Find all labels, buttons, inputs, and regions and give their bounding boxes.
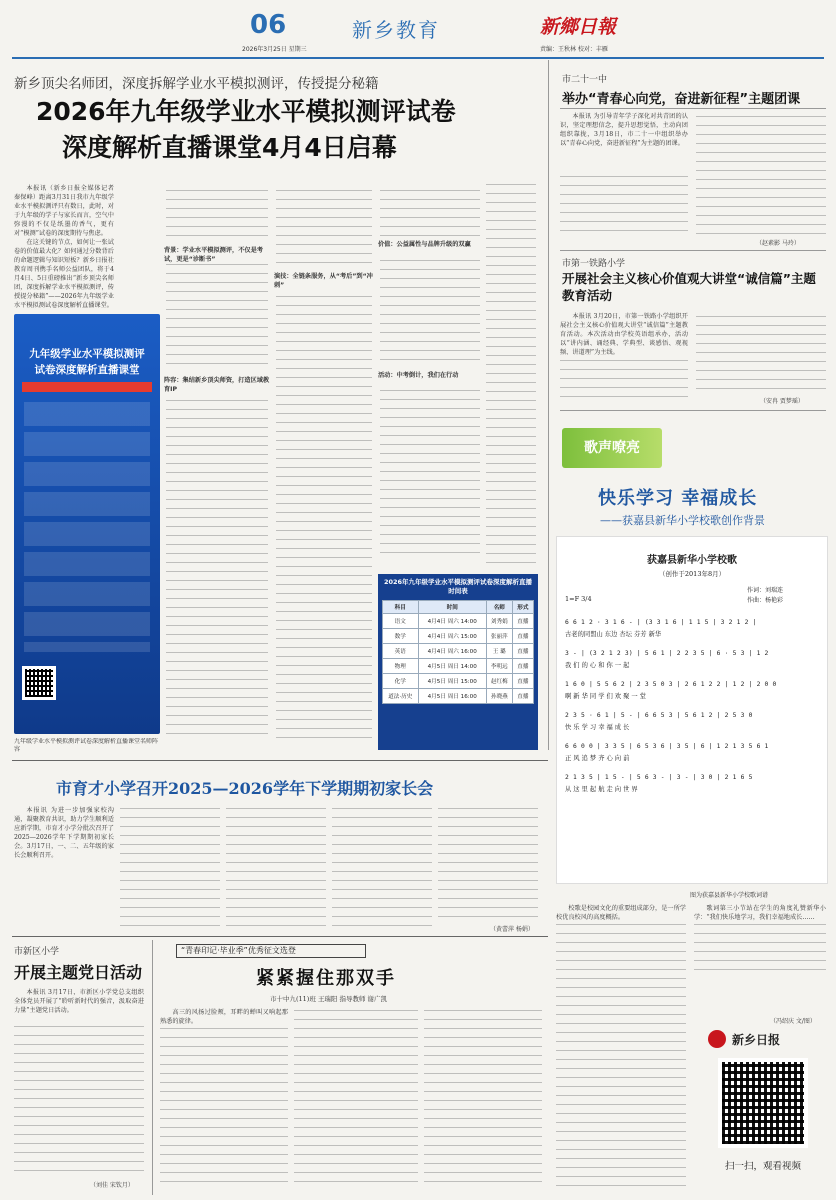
song-banner-text: 歌声嘹亮 xyxy=(584,440,640,456)
mid-news-body-text: 本报讯 为进一步加强家校沟通，凝聚教育共识，助力学生顺利适应新学期，市育才小学分批次召开了2025—2026学年下学期期初家长会。3月17日，一、二、五年级的家长会顺利召开。 xyxy=(14,807,114,859)
score-notes-line: 3 - | (3 2 1 2 3) | 5 6 1 | 2 2 3 5 | 6 · 5 3 | 1 2 xyxy=(565,650,769,657)
lead-subhead-1: 背景：学业水平模拟测评，不仅是考试，更是“诊断书” xyxy=(164,247,263,263)
poster-title-2: 试卷深度解析直播课堂 xyxy=(34,364,140,376)
score-notes-line: 2 3 5 · 6 1 | 5 - | 6 6 5 3 | 5 6 1 2 | 2 5 3 0 xyxy=(565,712,753,719)
poster-qr-icon xyxy=(22,666,56,700)
lead-column-4-text xyxy=(380,260,480,360)
table-cell: 数学 xyxy=(383,629,419,644)
mid-news-col5 xyxy=(438,808,538,922)
issue-date: 2026年3月25日 星期三 xyxy=(242,46,307,53)
table-cell: 孙晓燕 xyxy=(486,689,512,704)
table-cell: 直播 xyxy=(512,644,533,659)
tr-body-text-3 xyxy=(696,116,826,234)
table-cell: 直播 xyxy=(512,659,533,674)
mr-byline: （安冉 贾梦瑶） xyxy=(760,398,804,405)
masthead-rule xyxy=(12,57,824,59)
table-cell: 4月4日 周六 16:00 xyxy=(418,644,486,659)
score-lyrics-line: 我 们 的 心 和 你 一 起 xyxy=(565,662,630,669)
lead-subhead-3: 演技：全链条服务，从“考后”到“冲刺” xyxy=(274,273,373,289)
table-cell: 化学 xyxy=(383,674,419,689)
mid-news-top-rule xyxy=(12,760,548,761)
masthead xyxy=(242,6,802,54)
essay-col3 xyxy=(424,1010,542,1190)
lead-column-3-text xyxy=(276,296,372,740)
newspaper-logo: 新鄉日報 xyxy=(540,16,617,38)
score-notes-line: 2 1 3 5 | 1 5 - | 5 6 3 - | 3 - | 3 0 | 2 1 6 5 xyxy=(565,774,753,781)
mid-news-title: 市育才小学召开2025—2026学年下学期期初家长会 xyxy=(56,779,434,798)
table-cell: 直播 xyxy=(512,674,533,689)
score-notes-line: 1 6 0 | 5 5 6 2 | 2 3 5 0 3 | 2 6 1 2 2 | 1 2 | 2 0 0 xyxy=(565,681,777,688)
score-caption: 图为获嘉县新华小学校歌词谱 xyxy=(690,892,769,899)
score-lyricist: 作词：刘瑞连 xyxy=(747,587,784,594)
score-composer: 作曲：杨艳彩 xyxy=(747,597,784,604)
bl-rule xyxy=(152,940,153,1195)
essay-col2 xyxy=(294,1010,418,1190)
table-cell: 赵红梅 xyxy=(486,674,512,689)
bl-body-text: 本报讯 3月17日，市新区小学党总支组织全体党员开展了“聆听新时代的强音，汲取奋进力量”主题党日活动。 xyxy=(14,989,144,1014)
schedule-table-title: 2026年九年级学业水平模拟测评试卷深度解析直播时间表 xyxy=(383,578,533,595)
qr-code-icon[interactable] xyxy=(718,1058,808,1148)
lead-title-line2: 深度解析直播课堂4月4日启幕 xyxy=(62,133,397,162)
editors-line: 责编：王秋林 校对：丰雁 xyxy=(540,46,608,53)
lead-column-2-text xyxy=(166,400,268,740)
section-name: 新乡教育 xyxy=(352,18,440,42)
lead-paragraph-2: 在这关键的节点，如何让一张试卷的价值最大化？如何通过分数背后的命题逻辑与知识短板？新乡日报社教育周刊携手名师公益团队，将于4月4日、5日重磅推出“新乡顶尖名师团，深度拆解学业水平模拟测评，传授提分秘籍”——2026年九年级学业水平模拟测试卷深度解析直播课堂。 xyxy=(14,239,114,309)
mid-news-col2 xyxy=(120,808,220,930)
table-header-cell: 科目 xyxy=(383,601,419,614)
table-cell: 物理 xyxy=(383,659,419,674)
table-header-cell: 形式 xyxy=(512,601,533,614)
score-year: （创作于2013年8月） xyxy=(658,570,726,578)
bl-title: 开展主题党日活动 xyxy=(14,963,143,982)
score-key: 1=F 3/4 xyxy=(565,595,592,603)
lead-paragraph-1: 本报讯（新乡日报全媒体记者 秦保峰）距离3月31日我市九年级学业水平模拟测评只有数日，此时，对于九年级的学子与家长而言，空气中弥漫的不仅是纸墨的香气，更有对“模测”试卷的深度期待与焦虑。 xyxy=(14,185,114,237)
essay-col1-more xyxy=(160,1028,288,1190)
table-cell: 道法·历史 xyxy=(383,689,419,704)
mr-kicker: 市第一铁路小学 xyxy=(562,259,626,269)
lead-column-2-text xyxy=(166,264,268,364)
mr-top-rule xyxy=(560,250,826,251)
poster-ribbon xyxy=(22,382,152,392)
song-body-right-more xyxy=(694,924,826,972)
score-lyrics-line: 正 风 追 梦 齐 心 向 前 xyxy=(565,755,630,762)
table-cell: 直播 xyxy=(512,614,533,629)
lead-poster xyxy=(14,314,160,734)
table-cell: 直播 xyxy=(512,629,533,644)
tr-byline: （赵素影 马玲） xyxy=(756,240,800,247)
score-title: 获嘉县新华小学校歌 xyxy=(647,555,737,566)
table-cell: 4月5日 周日 14:00 xyxy=(418,659,486,674)
song-byline: （冯绍庆 文/图） xyxy=(770,1018,816,1025)
lead-column-4-text xyxy=(380,190,480,236)
table-row xyxy=(383,644,534,659)
score-lyrics-line: 古老的同盟山 东边 杏坛 芬芳 新华 xyxy=(565,631,662,638)
score-notes-line: 6 6 1 2 · 3 1 6 - | (3 3 1 6 | 1 1 5 | 3 2 1 2 | xyxy=(565,619,757,626)
mr-bottom-rule xyxy=(560,410,826,411)
essay-column-label xyxy=(176,944,366,958)
mr-body-text-2 xyxy=(560,360,688,400)
song-banner xyxy=(562,428,662,468)
song-body-right-text: 歌词第三小节站在学生的角度礼赞新华小学：“我们快乐地学习，我们幸福地成长…… xyxy=(694,905,826,921)
table-cell: 直播 xyxy=(512,689,533,704)
bl-kicker: 市新区小学 xyxy=(14,947,60,957)
mr-body-text-3 xyxy=(696,316,826,392)
mr-body-text: 本报讯 3月20日，市第一铁路小学组织开展社会主义核心价值观大讲堂“诚信篇”主题教育活动。本次活动由学校英语组承办，活动以“讲内涵、诵经典、学典型、谈感悟、观视频、讲道理”为主线。 xyxy=(560,313,688,356)
tr-title: 举办“青春心向党，奋进新征程”主题团课 xyxy=(562,92,801,107)
mid-news-byline: （黄蕾萍 杨娟） xyxy=(490,926,534,933)
mid-news-body xyxy=(14,806,114,930)
score-notes-line: 6 6 0 0 | 3 3 5 | 6 5 3 6 | 3 5 | 6 | 1 2 1 3 5 6 1 xyxy=(565,743,769,750)
poster-teacher-list xyxy=(24,402,150,652)
song-score xyxy=(556,536,828,884)
page-number: 06 xyxy=(250,10,287,40)
score-staff xyxy=(565,609,821,805)
essay-author: 市十中九(11)班 王瑞阳 指导教师 谢广凯 xyxy=(270,995,388,1003)
bl-byline: （刘佳 宋钦月） xyxy=(90,1182,134,1189)
schedule-grid xyxy=(382,600,534,704)
table-row xyxy=(383,674,534,689)
schedule-table xyxy=(378,574,538,750)
score-lyrics-line: 快 乐 学 习 幸 福 成 长 xyxy=(565,724,630,731)
app-logo-icon xyxy=(708,1030,726,1048)
table-cell: 4月5日 周日 15:00 xyxy=(418,674,486,689)
qr-caption: 扫一扫，观看视频 xyxy=(724,1161,801,1172)
song-body-left-more xyxy=(556,924,686,1192)
table-header-cell: 名师 xyxy=(486,601,512,614)
table-cell: 王 璐 xyxy=(486,644,512,659)
mr-title: 开展社会主义核心价值观大讲堂“诚信篇”主题教育活动 xyxy=(562,271,816,303)
table-cell: 4月5日 周日 16:00 xyxy=(418,689,486,704)
essay-title: 紧紧握住那双手 xyxy=(256,968,396,989)
lead-column-1 xyxy=(14,184,114,312)
poster-caption: 九年级学业水平模拟测评试卷深度解析直播课堂名师阵容 xyxy=(14,738,159,753)
mid-news-col4 xyxy=(332,808,432,930)
lead-subhead-4: 价值：公益属性与品牌升级的双赢 xyxy=(378,241,471,248)
tr-body-text: 本报讯 为引导青年学子深化对共青团的认识，坚定理想信念，提升思想觉悟，主动向团组织靠拢，3月18日，市二十一中组织举办以“青春心向党，奋进新征程”为主题的团课。 xyxy=(560,113,688,147)
mid-news-col3 xyxy=(226,808,326,930)
table-row xyxy=(383,614,534,629)
tr-kicker: 市二十一中 xyxy=(562,75,608,85)
lead-column-5-text xyxy=(486,184,536,564)
table-row xyxy=(383,659,534,674)
essay-column-text: “青春印记·毕业季”优秀征文选登 xyxy=(181,946,296,955)
essay-body-text: 高三的风扬过脸颊，耳畔的蝉叫又响起那熟悉的旋律。 xyxy=(160,1009,288,1025)
table-cell: 刘秀娟 xyxy=(486,614,512,629)
table-row xyxy=(383,629,534,644)
table-cell: 4月4日 周六 15:00 xyxy=(418,629,486,644)
song-subtitle: ——获嘉县新华小学校歌创作背景 xyxy=(600,514,765,527)
lead-title-line1: 2026年九年级学业水平模拟测评试卷 xyxy=(36,97,456,126)
tr-body-text-2 xyxy=(560,176,688,236)
table-cell: 4月4日 周六 14:00 xyxy=(418,614,486,629)
song-title: 快乐学习 幸福成长 xyxy=(598,488,758,509)
table-header-cell: 时间 xyxy=(418,601,486,614)
app-badge xyxy=(708,1028,818,1050)
lead-column-2-text xyxy=(166,190,268,240)
tr-rule xyxy=(560,108,826,109)
score-lyrics-line: 从 这 里 起 航 走 向 世 界 xyxy=(565,786,638,793)
lead-column-4-text xyxy=(380,390,480,560)
poster-title-1: 九年级学业水平模拟测评 xyxy=(29,348,145,360)
app-name: 新乡日报 xyxy=(732,1033,781,1047)
lead-kicker: 新乡顶尖名师团，深度拆解学业水平模拟测评，传授提分秘籍 xyxy=(14,76,379,92)
right-column-rule xyxy=(548,60,549,750)
score-lyrics-line: 啊 新 华 同 学 们 欢 聚 一 堂 xyxy=(565,693,646,700)
table-cell: 英语 xyxy=(383,644,419,659)
song-body-left-text: 校歌是校园文化的重要组成部分，是一所学校优良校风的高度概括。 xyxy=(556,905,686,921)
table-cell: 语文 xyxy=(383,614,419,629)
mid-news-bottom-rule xyxy=(12,936,548,937)
lead-column-3-text xyxy=(276,190,372,270)
bl-body-more xyxy=(14,1026,144,1176)
lead-subhead-5: 活动：中考倒计，我们在行动 xyxy=(378,372,459,379)
table-cell: 李明远 xyxy=(486,659,512,674)
lead-subhead-2: 阵容：集结新乡顶尖师资，打造区域教育IP xyxy=(164,377,270,393)
table-row xyxy=(383,689,534,704)
table-cell: 张丽萍 xyxy=(486,629,512,644)
